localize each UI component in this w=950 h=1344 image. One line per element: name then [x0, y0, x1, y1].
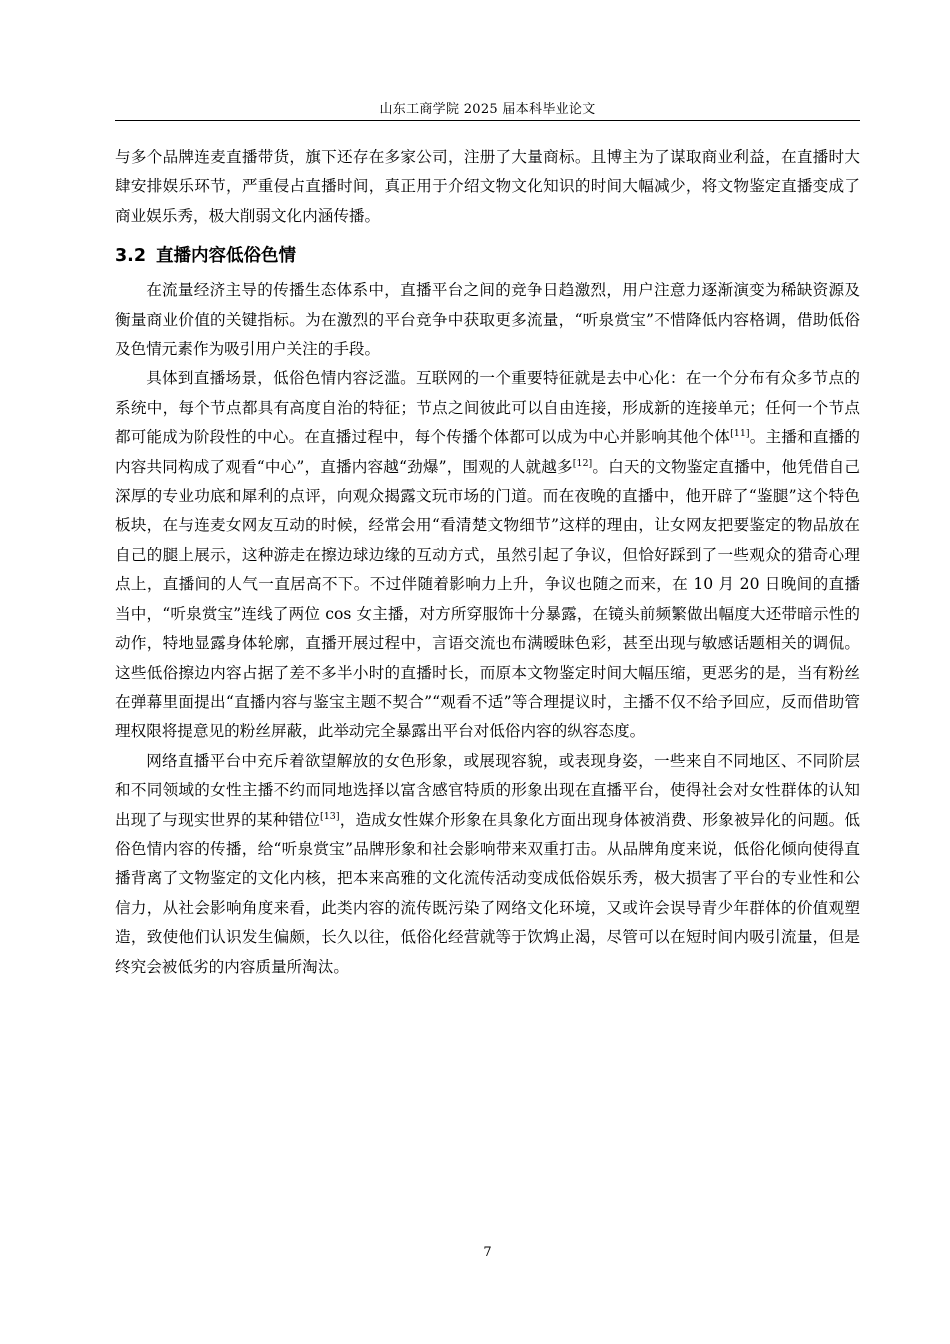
section-heading — [115, 241, 860, 271]
header-rule — [115, 120, 860, 121]
paragraph-continued: 与多个品牌连麦直播带货，旗下还存在多家公司，注册了大量商标。且博主为了谋取商业利益，在直播时大肆安排娱乐环节，严重侵占直播时间，真正用于介绍文物文化知识的时间大幅减少，将文物鉴定直播变成了商业娱乐秀，极大削弱文化内涵传播。 — [115, 148, 860, 225]
paragraph-3-text-a: 网络直播平台中充斥着欲望解放的女色形象，或展现容貌，或表现身姿，一些来自不同地区、不同阶层和不同领域的女性主播不约而同地选择以富含感官特质的形象出现在直播平台，使得社会对女性群体的认知出现了与现实世界的某种错位 — [115, 751, 860, 829]
paragraph-2-text-c: 。白天的文物鉴定直播中，他凭借自己深厚的专业功底和犀利的点评，向观众揭露文玩市场的门道。而在夜晚的直播中，他开辟了“鉴腿”这个特色板块，在与连麦女网友互动的时候，经常会用“看清楚文物细节”这样的理由，让女网友把要鉴定的物品放在自己的腿上展示，这种游走在擦边球边缘的互动方式，虽然引起了争议，但恰好踩到了一些观众的猎奇心理点上，直播间的人气一直居高不下。不过伴随着影响力上升，争议也随之而来，在 10 月 20 日晚间的直播当中，“听泉赏宝”连线了两位 cos 女主播，对方所穿服饰十分暴露，在镜头前频繁做出幅度大还带暗示性的动作，特地显露身体轮廓，直播开展过程中，言语交流也布满暧昧色彩，甚至出现与敏感话题相关的调侃。这些低俗擦边内容占据了差不多半小时的直播时长，而原本文物鉴定时间大幅压缩，更恶劣的是，当有粉丝在弹幕里面提出“直播内容与鉴宝主题不契合”“观看不适”等合理提议时，主播不仅不给予回应，反而借助管理权限将提意见的粉丝屏蔽，此举动完全暴露出平台对低俗内容的纵容态度。 — [115, 457, 860, 741]
paragraph-1: 在流量经济主导的传播生态体系中，直播平台之间的竞争日趋激烈，用户注意力逐渐演变为稀缺资源及衡量商业价值的关键指标。为在激烈的平台竞争中获取更多流量，“听泉赏宝”不惜降低内容格调，借助低俗及色情元素作为吸引用户关注的手段。 — [115, 281, 860, 359]
section-number: 3.2 — [115, 246, 147, 267]
paragraph-2-text-b: 。主播和直播的内容共同构成了观看“中心”，直播内容越“劲爆”，围观的人就越多 — [115, 428, 860, 476]
section-title: 直播内容低俗色情 — [156, 246, 297, 267]
paragraph-2-text-a: 具体到直播场景，低俗色情内容泛滥。互联网的一个重要特征就是去中心化：在一个分布有众多节点的系统中，每个节点都具有高度自治的特征；节点之间彼此可以自由连接，形成新的连接单元；任何一个节点都可能成为阶段性的中心。在直播过程中，每个传播个体都可以成为中心并影响其他个体 — [115, 369, 860, 447]
body-text — [115, 143, 860, 982]
paragraph-3-text-b: ，造成女性媒介形象在具象化方面出现身体被消费、形象被异化的问题。低俗色情内容的传播，给“听泉赏宝”品牌形象和社会影响带来双重打击。从品牌角度来说，低俗化倾向使得直播背离了文物鉴定的文化内核，把本来高雅的文化流传活动变成低俗娱乐秀，极大损害了平台的专业性和公信力，从社会影响角度来看，此类内容的流传既污染了网络文化环境，又或许会误导青少年群体的价值观塑造，致使他们认识发生偏颇，长久以往，低俗化经营就等于饮鸩止渴，尽管可以在短时间内吸引流量，但是终究会被低劣的内容质量所淘汰。 — [115, 810, 860, 976]
citation-13: [13] — [320, 810, 340, 822]
citation-12: [12] — [572, 457, 593, 469]
paragraph-2 — [115, 364, 860, 746]
page-number: 7 — [483, 1245, 492, 1260]
paragraph-3 — [115, 747, 860, 982]
running-header: 山东工商学院 2025 届本科毕业论文 — [379, 102, 596, 117]
citation-11: [11] — [730, 428, 750, 440]
